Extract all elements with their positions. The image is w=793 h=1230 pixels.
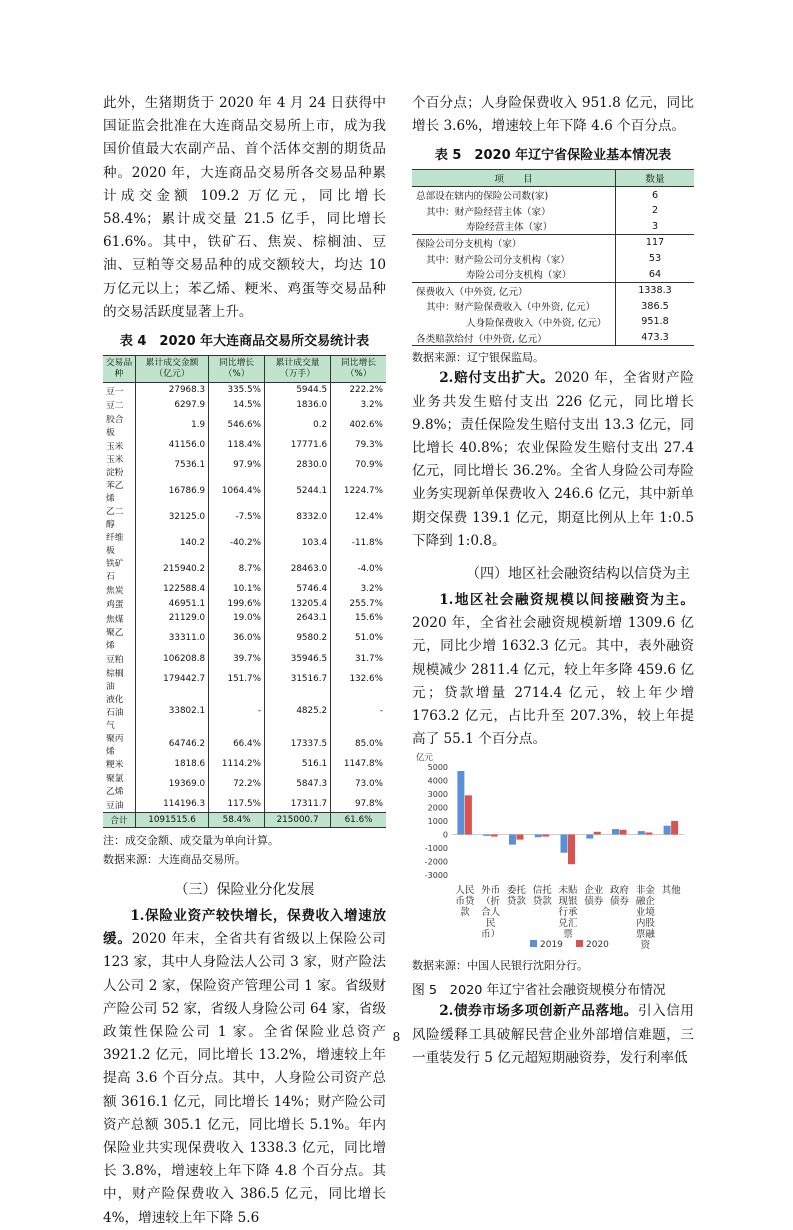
table-row — [412, 235, 694, 251]
table-row — [412, 314, 694, 330]
table-cell: 寿险经营主体（家） — [466, 222, 553, 234]
bar-2019 — [561, 835, 568, 853]
table-cell: - — [331, 692, 386, 731]
table-row — [103, 771, 386, 797]
table-row — [103, 651, 386, 665]
x-tick-label: 兑汇 — [558, 918, 578, 930]
chart-unit-label: 亿元 — [416, 753, 434, 764]
financing-bar-chart — [412, 751, 694, 956]
table-cell: 516.1 — [265, 757, 331, 771]
table-cell: 215940.2 — [135, 556, 208, 582]
table-cell: 335.5% — [209, 383, 265, 398]
table5-header-cell: 项 目 — [412, 170, 616, 187]
table-cell: 1818.6 — [135, 757, 208, 771]
y-tick-label: 2000 — [427, 803, 448, 813]
table-cell: 5944.5 — [265, 383, 331, 398]
table-cell: 117.5% — [209, 797, 265, 812]
table-cell: 117 — [616, 235, 695, 251]
page-number: 8 — [392, 1030, 401, 1044]
table-cell: 33802.1 — [135, 692, 208, 731]
table-row — [103, 438, 386, 452]
table-cell: 保费收入（中外资, 亿元） — [412, 282, 616, 298]
paragraph-life-premium: 个百分点；人身险保费收入 951.8 亿元，同比增长 3.6%，增速较上年下降 4.6 个百分点。 — [412, 95, 694, 135]
table-cell: 豆粕 — [106, 655, 124, 666]
table-cell: 17311.7 — [265, 797, 331, 812]
section-heading-insurance: （三）保险业分化发展 — [174, 881, 315, 898]
table-cell: 豆二 — [106, 401, 124, 412]
table-row — [103, 797, 386, 812]
paragraph-body: 引入信用风险缓释工具破解民营企业外部增信难题，三一重装发行 5 亿元超短期融资券，发行利率低 — [412, 1003, 694, 1066]
table-cell: -40.2% — [209, 530, 265, 556]
y-tick-label: 4000 — [427, 776, 448, 786]
table-cell: 其中：财产险经营主体（家） — [426, 206, 551, 218]
table-cell: 31.7% — [331, 651, 386, 665]
table-cell: 27968.3 — [135, 383, 208, 398]
table-cell: - — [209, 692, 265, 731]
table-cell: 5244.1 — [265, 478, 331, 504]
table-cell: 合计 — [103, 812, 135, 827]
table-cell: 46951.1 — [135, 597, 208, 611]
table4-header-cell: 交易品种 — [103, 356, 135, 383]
table-cell: 3.2% — [331, 397, 386, 411]
x-tick-label: 款 — [460, 907, 470, 919]
table-cell: 聚氯乙烯 — [106, 774, 124, 798]
table-cell: 人身险保费收入（中外资, 亿元） — [466, 317, 607, 329]
table-cell: 纤维板 — [106, 533, 124, 557]
paragraph-financing — [412, 589, 694, 751]
table-cell: 10.1% — [209, 582, 265, 596]
table-cell: 36.0% — [209, 625, 265, 651]
table-cell: 17771.6 — [265, 438, 331, 452]
x-tick-label: 资 — [640, 940, 651, 952]
y-tick-label: 0 — [442, 830, 448, 840]
x-tick-label: 票融 — [635, 929, 655, 941]
table-cell: 棕榈油 — [106, 668, 124, 692]
table-cell: 21129.0 — [135, 611, 208, 625]
paragraph-lead: 1.保险业资产较快增长，保费收入增速放缓。 — [103, 907, 386, 948]
bar-2019 — [483, 835, 490, 836]
table-cell: 222.2% — [331, 383, 386, 398]
table-row — [103, 731, 386, 757]
table-row — [103, 504, 386, 530]
y-tick-label: -3000 — [424, 871, 448, 881]
table-cell: 玉米 — [106, 441, 124, 452]
table-cell: 液化石油气 — [106, 694, 124, 731]
table-cell: -11.8% — [331, 530, 386, 556]
table-cell: 1224.7% — [331, 478, 386, 504]
table-cell: 聚乙烯 — [106, 628, 124, 652]
table-cell: 1338.3 — [616, 282, 695, 298]
table-cell: 546.6% — [209, 412, 265, 438]
table-row — [412, 251, 694, 267]
x-tick-label: 民 — [485, 918, 496, 930]
x-tick-label: 现银 — [558, 896, 578, 908]
legend-label: 2020 — [586, 940, 609, 951]
table-cell: 215000.7 — [265, 812, 331, 827]
table-cell: 19369.0 — [135, 771, 208, 797]
x-tick-label: 非金 — [635, 885, 655, 897]
table-cell: 3.2% — [331, 582, 386, 596]
paragraph-lead: 2.赔付支出扩大。 — [439, 370, 555, 387]
table-cell: 3 — [616, 219, 695, 235]
bar-2020 — [491, 835, 498, 837]
bar-2020 — [620, 830, 627, 835]
table-cell: 31516.7 — [265, 666, 331, 692]
y-tick-label: -2000 — [424, 857, 448, 867]
x-tick-label: （折 — [481, 896, 501, 908]
paragraph-insurance-assets — [103, 905, 386, 1230]
table-cell: 151.7% — [209, 666, 265, 692]
table-row — [412, 219, 694, 235]
table-cell: 9580.2 — [265, 625, 331, 651]
table-cell: 103.4 — [265, 530, 331, 556]
table-row — [412, 282, 694, 298]
paragraph-lead: 1.地区社会融资规模以间接融资为主。 — [439, 591, 694, 608]
table-cell: 73.0% — [331, 771, 386, 797]
table-cell: 鸡蛋 — [106, 600, 124, 611]
table-cell: 199.6% — [209, 597, 265, 611]
table-cell: 焦煤 — [106, 614, 124, 625]
bar-2020 — [594, 832, 601, 835]
table-cell: 97.8% — [331, 797, 386, 812]
figure5-caption: 图 5 2020 年辽宁省社会融资规模分布情况 — [412, 983, 666, 999]
bar-2020 — [568, 835, 575, 865]
bar-2020 — [671, 821, 678, 835]
left-column — [103, 92, 386, 1230]
bar-2019 — [457, 771, 464, 834]
table-cell: 寿险公司分支机构（家） — [466, 270, 572, 282]
bar-2020 — [645, 833, 652, 835]
table-row — [103, 625, 386, 651]
x-tick-label: 政府 — [610, 885, 630, 897]
dce-trading-table — [103, 355, 386, 828]
table-row — [103, 530, 386, 556]
table-cell: 79.3% — [331, 438, 386, 452]
table-cell: -4.0% — [331, 556, 386, 582]
table-row — [103, 383, 386, 398]
table-cell: 473.3 — [616, 330, 695, 346]
table-cell: 各类赔款给付（中外资, 亿元） — [412, 330, 616, 346]
table-row — [103, 478, 386, 504]
table-cell: 聚丙烯 — [106, 733, 124, 757]
table-cell: 51.0% — [331, 625, 386, 651]
table-cell: 1836.0 — [265, 397, 331, 411]
bar-2019 — [664, 826, 671, 835]
table-cell: 8332.0 — [265, 504, 331, 530]
bar-2019 — [586, 835, 593, 839]
x-tick-label: 票 — [563, 929, 573, 941]
table4-header-cell: 同比增长（%） — [209, 356, 265, 383]
table-cell: 70.9% — [331, 452, 386, 478]
table-cell: 6 — [616, 187, 695, 203]
table-cell: 114196.3 — [135, 797, 208, 812]
table-cell: 53 — [616, 251, 695, 267]
paragraph-body: 2020 年，全省财产险业务共发生赔付支出 226 亿元，同比增长 9.8%；责任保险发生赔付支出 13.3 亿元，同比增长 40.8%；农业保险发生赔付支出 27.4 亿元，同比增长 36.2%。全省人身险公司寿险业务实现新单保费收入 246.6 亿元，其中新单期交保费 139.1 亿元，期趸比例从上年 1:0.5 下降到 1:0.8。 — [412, 370, 694, 549]
table-cell: 17337.5 — [265, 731, 331, 757]
table-cell: 64 — [616, 266, 695, 282]
y-tick-label: -1000 — [424, 844, 448, 854]
table-cell: 2830.0 — [265, 452, 331, 478]
legend-swatch-2020 — [576, 940, 583, 947]
x-tick-label: 委托 — [506, 885, 526, 897]
bar-2020 — [516, 835, 523, 840]
bar-2019 — [509, 835, 516, 845]
paragraph-claims — [412, 367, 694, 553]
x-tick-label: 行承 — [558, 907, 578, 919]
table-cell: 35946.5 — [265, 651, 331, 665]
x-tick-label: 币贷 — [455, 896, 475, 908]
table-row — [103, 666, 386, 692]
table-cell: 386.5 — [616, 299, 695, 315]
table-cell: 8.7% — [209, 556, 265, 582]
table-cell: 2643.1 — [265, 611, 331, 625]
legend-label: 2019 — [540, 940, 563, 951]
table-cell: 951.8 — [616, 314, 695, 330]
x-tick-label: 业境 — [635, 907, 655, 919]
table-cell: 118.4% — [209, 438, 265, 452]
table5-source: 数据来源：辽宁银保监局。 — [412, 351, 544, 365]
table-cell: 1147.8% — [331, 757, 386, 771]
table-cell: 1064.4% — [209, 478, 265, 504]
paragraph-lead: 2.债券市场多项创新产品落地。 — [439, 1003, 638, 1020]
table-cell: 140.2 — [135, 530, 208, 556]
y-tick-label: 3000 — [427, 790, 448, 800]
table-total-row — [103, 812, 386, 827]
paragraph-body: 2020 年，全省社会融资规模新增 1309.6 亿元，同比少增 1632.3 亿元。其中，表外融资规模减少 2811.4 亿元，较上年多降 459.6 亿元；贷款增量 2714.4 亿元，较上年少增 1763.2 亿元，占比升至 207.3%，较上年提高了 55.1 个百分点。 — [412, 615, 694, 748]
table-cell: 179442.7 — [135, 666, 208, 692]
x-tick-label: 合人 — [481, 907, 501, 919]
table-cell: 14.5% — [209, 397, 265, 411]
table-row — [103, 556, 386, 582]
table-cell: 106208.8 — [135, 651, 208, 665]
y-tick-label: 5000 — [427, 763, 448, 773]
table-cell: 4825.2 — [265, 692, 331, 731]
right-column — [412, 92, 694, 1070]
table-cell: 0.2 — [265, 412, 331, 438]
table-cell: 64746.2 — [135, 731, 208, 757]
table-cell: 胶合板 — [106, 414, 124, 438]
table-row — [412, 203, 694, 219]
x-tick-label: 贷款 — [506, 896, 526, 908]
x-tick-label: 其他 — [661, 885, 681, 897]
table-row — [103, 582, 386, 596]
table-cell: 28463.0 — [265, 556, 331, 582]
table-cell: 豆油 — [106, 800, 124, 811]
table-row — [103, 757, 386, 771]
table-cell: 41156.0 — [135, 438, 208, 452]
table-cell: 豆一 — [106, 386, 124, 397]
table-cell: 2 — [616, 203, 695, 219]
table-cell: 39.7% — [209, 651, 265, 665]
table-row — [103, 412, 386, 438]
x-tick-label: 债券 — [584, 896, 604, 908]
table4-note: 注：成交金额、成交量为单向计算。 — [103, 833, 279, 847]
table-cell: 85.0% — [331, 731, 386, 757]
x-tick-label: 币） — [481, 929, 501, 941]
table-cell: 铁矿石 — [106, 559, 124, 583]
table-cell: 保险公司分支机构（家） — [412, 235, 616, 251]
bar-2020 — [542, 835, 549, 837]
table4-header-cell: 累计成交量（万手） — [265, 356, 331, 383]
table-row — [103, 611, 386, 625]
table-cell: 58.4% — [209, 812, 265, 827]
table-row — [412, 330, 694, 346]
table4-header-cell: 同比增长（%） — [331, 356, 386, 383]
bar-2020 — [465, 796, 472, 835]
table-cell: 72.2% — [209, 771, 265, 797]
y-tick-label: 1000 — [427, 817, 448, 827]
table-cell: 6297.9 — [135, 397, 208, 411]
table-row — [103, 397, 386, 411]
bar-2019 — [535, 835, 542, 838]
table-cell: 122588.4 — [135, 582, 208, 596]
table-cell: 132.6% — [331, 666, 386, 692]
table-cell: 7536.1 — [135, 452, 208, 478]
x-tick-label: 信托 — [532, 885, 552, 897]
table-cell: 61.6% — [331, 812, 386, 827]
table-cell: 12.4% — [331, 504, 386, 530]
x-tick-label: 内股 — [635, 918, 655, 930]
table-row — [412, 299, 694, 315]
table5-header-cell: 数量 — [616, 170, 695, 187]
table-row — [412, 187, 694, 203]
table-cell: 总部设在辖内的保险公司数(家) — [416, 191, 549, 203]
table-cell: 1091515.6 — [135, 812, 208, 827]
table-cell: 255.7% — [331, 597, 386, 611]
x-tick-label: 企业 — [584, 885, 604, 897]
table4-header-cell: 累计成交金额（亿元） — [135, 356, 208, 383]
x-tick-label: 债券 — [610, 896, 630, 908]
table-cell: 粳米 — [106, 760, 124, 771]
table-cell: 15.6% — [331, 611, 386, 625]
x-tick-label: 融企 — [635, 896, 655, 908]
table-cell: 玉米淀粉 — [106, 455, 124, 479]
table-cell: 苯乙烯 — [106, 481, 124, 505]
table-cell: 5847.3 — [265, 771, 331, 797]
table-cell: 1114.2% — [209, 757, 265, 771]
legend-swatch-2019 — [530, 940, 537, 947]
table-row — [103, 597, 386, 611]
table-cell: 焦炭 — [106, 585, 124, 596]
table-cell: 13205.4 — [265, 597, 331, 611]
table-row — [103, 452, 386, 478]
table-cell: 5746.4 — [265, 582, 331, 596]
table5-caption: 表 5 2020 年辽宁省保险业基本情况表 — [434, 148, 672, 164]
table-cell: 其中：财产险公司分支机构（家） — [426, 254, 570, 266]
table-cell: -7.5% — [209, 504, 265, 530]
table-cell: 16786.9 — [135, 478, 208, 504]
x-tick-label: 贷款 — [532, 896, 552, 908]
bar-2019 — [638, 832, 645, 835]
chart-source: 数据来源：中国人民银行沈阳分行。 — [412, 959, 588, 973]
financing-chart — [412, 751, 694, 956]
table-cell: 32125.0 — [135, 504, 208, 530]
x-tick-label: 未贴 — [558, 885, 578, 897]
table-cell: 其中：财产险保费收入（中外资, 亿元） — [426, 302, 596, 314]
x-tick-label: 外币 — [481, 885, 501, 897]
table-row — [103, 692, 386, 731]
bar-2019 — [612, 829, 619, 834]
table4-caption: 表 4 2020 年大连商品交易所交易统计表 — [119, 334, 370, 350]
table-cell: 乙二醇 — [106, 507, 124, 531]
paragraph-pig-futures: 此外，生猪期货于 2020 年 4 月 24 日获得中国证监会批准在大连商品交易所上市，成为我国价值最大农副产品、首个活体交割的期货品种。2020 年，大连商品交易所各交易品种累计成交金额 109.2 万亿元，同比增长 58.4%；累计成交量 21.5 亿手，同比增长 61.6%。其中，铁矿石、焦炭、棕榈油、豆油、豆粕等交易品种的成交额较大，均达 10 万亿元以上；苯乙烯、粳米、鸡蛋等交易品种的交易活跃度显著上升。 — [103, 95, 386, 320]
table-cell: 33311.0 — [135, 625, 208, 651]
table-cell: 402.6% — [331, 412, 386, 438]
table-cell: 19.0% — [209, 611, 265, 625]
paragraph-body: 2020 年末，全省共有省级以上保险公司 123 家，其中人身险法人公司 3 家，财产险法人公司 2 家，保险资产管理公司 1 家。省级财产险公司 52 家，省级人身险公司 64 家，省级政策性保险公司 1 家。全省保险业总资产 3921.2 亿元，同比增长 13.2%，增速较上年提高 3.6 个百分点。其中，人身险公司资产总额 3616.1 亿元，同比增长 14%；财产险公司资产总额 305.1 亿元，同比增长 5.1%。年内保险业共实现保费收入 1338.3 亿元，同比增长 3.8%，增速较上年下降 4.8 个百分点。其中，财产险保费收入 386.5 亿元，同比增长 4%，增速较上年下降 5.6 — [103, 931, 386, 1226]
table-cell: 97.9% — [209, 452, 265, 478]
insurance-table — [412, 169, 694, 346]
table-cell: 66.4% — [209, 731, 265, 757]
x-tick-label: 人民 — [455, 885, 475, 897]
section-heading-financing: （四）地区社会融资结构以信贷为主 — [466, 565, 690, 582]
table-row — [412, 266, 694, 282]
table4-source: 数据来源：大连商品交易所。 — [103, 852, 246, 866]
table-cell: 1.9 — [135, 412, 208, 438]
